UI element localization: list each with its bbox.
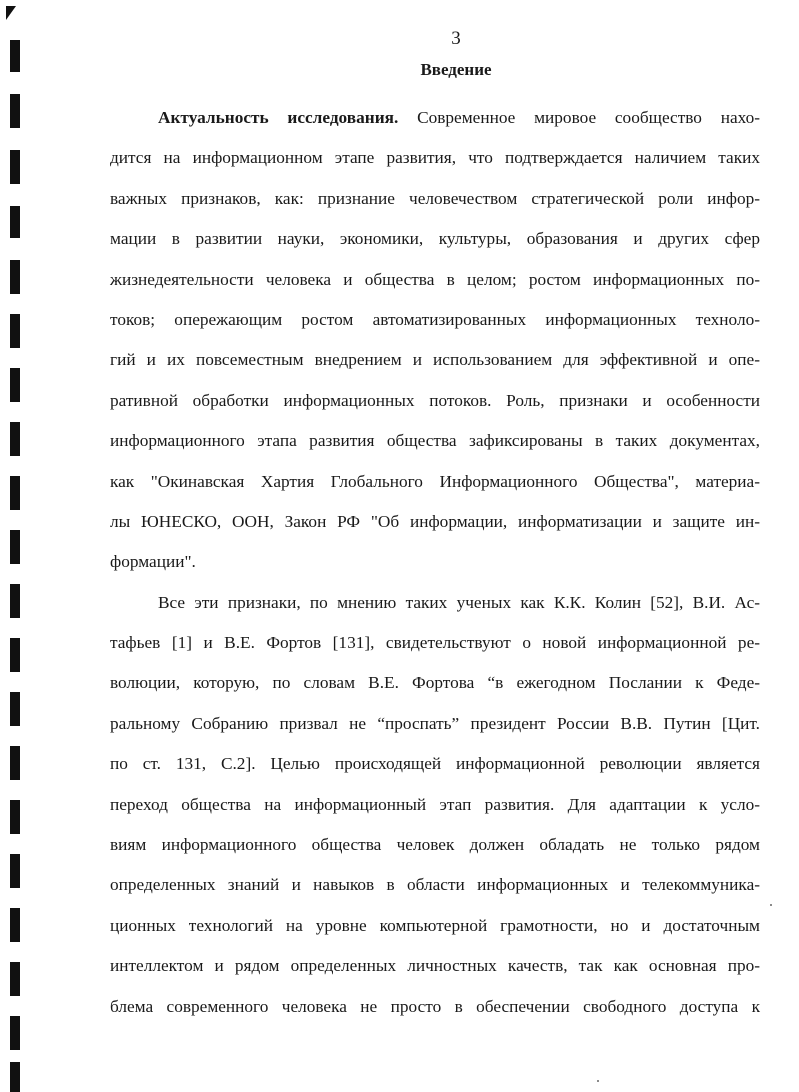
binding-mark <box>10 1062 20 1092</box>
binding-mark <box>10 800 20 834</box>
text-line: ционных технологий на уровне компьютерной грамотности, но и достаточным <box>110 915 760 935</box>
binding-mark <box>10 746 20 780</box>
text-line: блема современного человека не просто в обеспечении свободного доступа к <box>110 996 760 1016</box>
text-line: интеллектом и рядом определенных личностных качеств, так как основная про- <box>110 956 760 976</box>
text-line: информационного этапа развития общества зафиксированы в таких документах, <box>110 431 760 451</box>
text-line: переход общества на информационный этап развития. Для адаптации к усло- <box>110 794 760 814</box>
text-line <box>110 98 760 138</box>
scan-speck <box>770 904 772 906</box>
text-line: токов; опережающим ростом автоматизированных информационных техноло- <box>110 309 760 329</box>
binding-mark <box>10 584 20 618</box>
text-line: жизнедеятельности человека и общества в целом; ростом информационных по- <box>110 269 760 289</box>
text-line-content: Современное мировое сообщество нахо- <box>417 108 760 127</box>
lead-bold-phrase: Актуальность исследования. <box>158 108 399 127</box>
binding-mark <box>10 638 20 672</box>
binding-mark <box>10 422 20 456</box>
binding-mark <box>10 530 20 564</box>
text-line: важных признаков, как: признание человечеством стратегической роли инфор- <box>110 188 760 208</box>
binding-mark <box>10 260 20 294</box>
binding-mark <box>10 150 20 184</box>
binding-mark <box>10 368 20 402</box>
text-line: волюции, которую, по словам В.Е. Фортова “в ежегодном Послании к Феде- <box>110 673 760 693</box>
section-heading: Введение <box>420 60 492 79</box>
text-line: по ст. 131, С.2]. Целью происходящей информационной революции является <box>110 754 760 774</box>
text-line: определенных знаний и навыков в области информационных и телекоммуника- <box>110 875 760 895</box>
text-line: гий и их повсеместным внедрением и использованием для эффективной и опе- <box>110 350 760 370</box>
page-number: 3 <box>451 28 461 49</box>
body-text <box>110 98 760 1027</box>
text-line: дится на информационном этапе развития, что подтверждается наличием таких <box>110 148 760 168</box>
binding-mark <box>10 94 20 128</box>
scan-binding-marks <box>0 0 30 1092</box>
text-line: лы ЮНЕСКО, ООН, Закон РФ "Об информации, информатизации и защите ин- <box>110 511 760 531</box>
text-line: ральному Собранию призвал не “проспать” президент России В.В. Путин [Цит. <box>110 713 760 733</box>
binding-mark <box>10 1016 20 1050</box>
binding-mark <box>10 314 20 348</box>
text-line: виям информационного общества человек должен обладать не только рядом <box>110 835 760 855</box>
text-line: ративной обработки информационных потоков. Роль, признаки и особенности <box>110 390 760 410</box>
text-line: как "Окинавская Хартия Глобального Информационного Общества", материа- <box>110 471 760 491</box>
binding-mark <box>10 206 20 238</box>
binding-mark <box>10 962 20 996</box>
text-line: Все эти признаки, по мнению таких ученых как К.К. Колин [52], В.И. Ас- <box>158 592 760 612</box>
text-line: формации". <box>110 552 196 572</box>
binding-mark <box>10 908 20 942</box>
binding-mark <box>10 854 20 888</box>
binding-corner-mark <box>6 6 16 20</box>
text-line: тафьев [1] и В.Е. Фортов [131], свидетельствуют о новой информационной ре- <box>110 633 760 653</box>
binding-mark <box>10 476 20 510</box>
scan-speck <box>597 1080 599 1082</box>
text-line: мации в развитии науки, экономики, культуры, образования и других сфер <box>110 229 760 249</box>
binding-mark <box>10 692 20 726</box>
